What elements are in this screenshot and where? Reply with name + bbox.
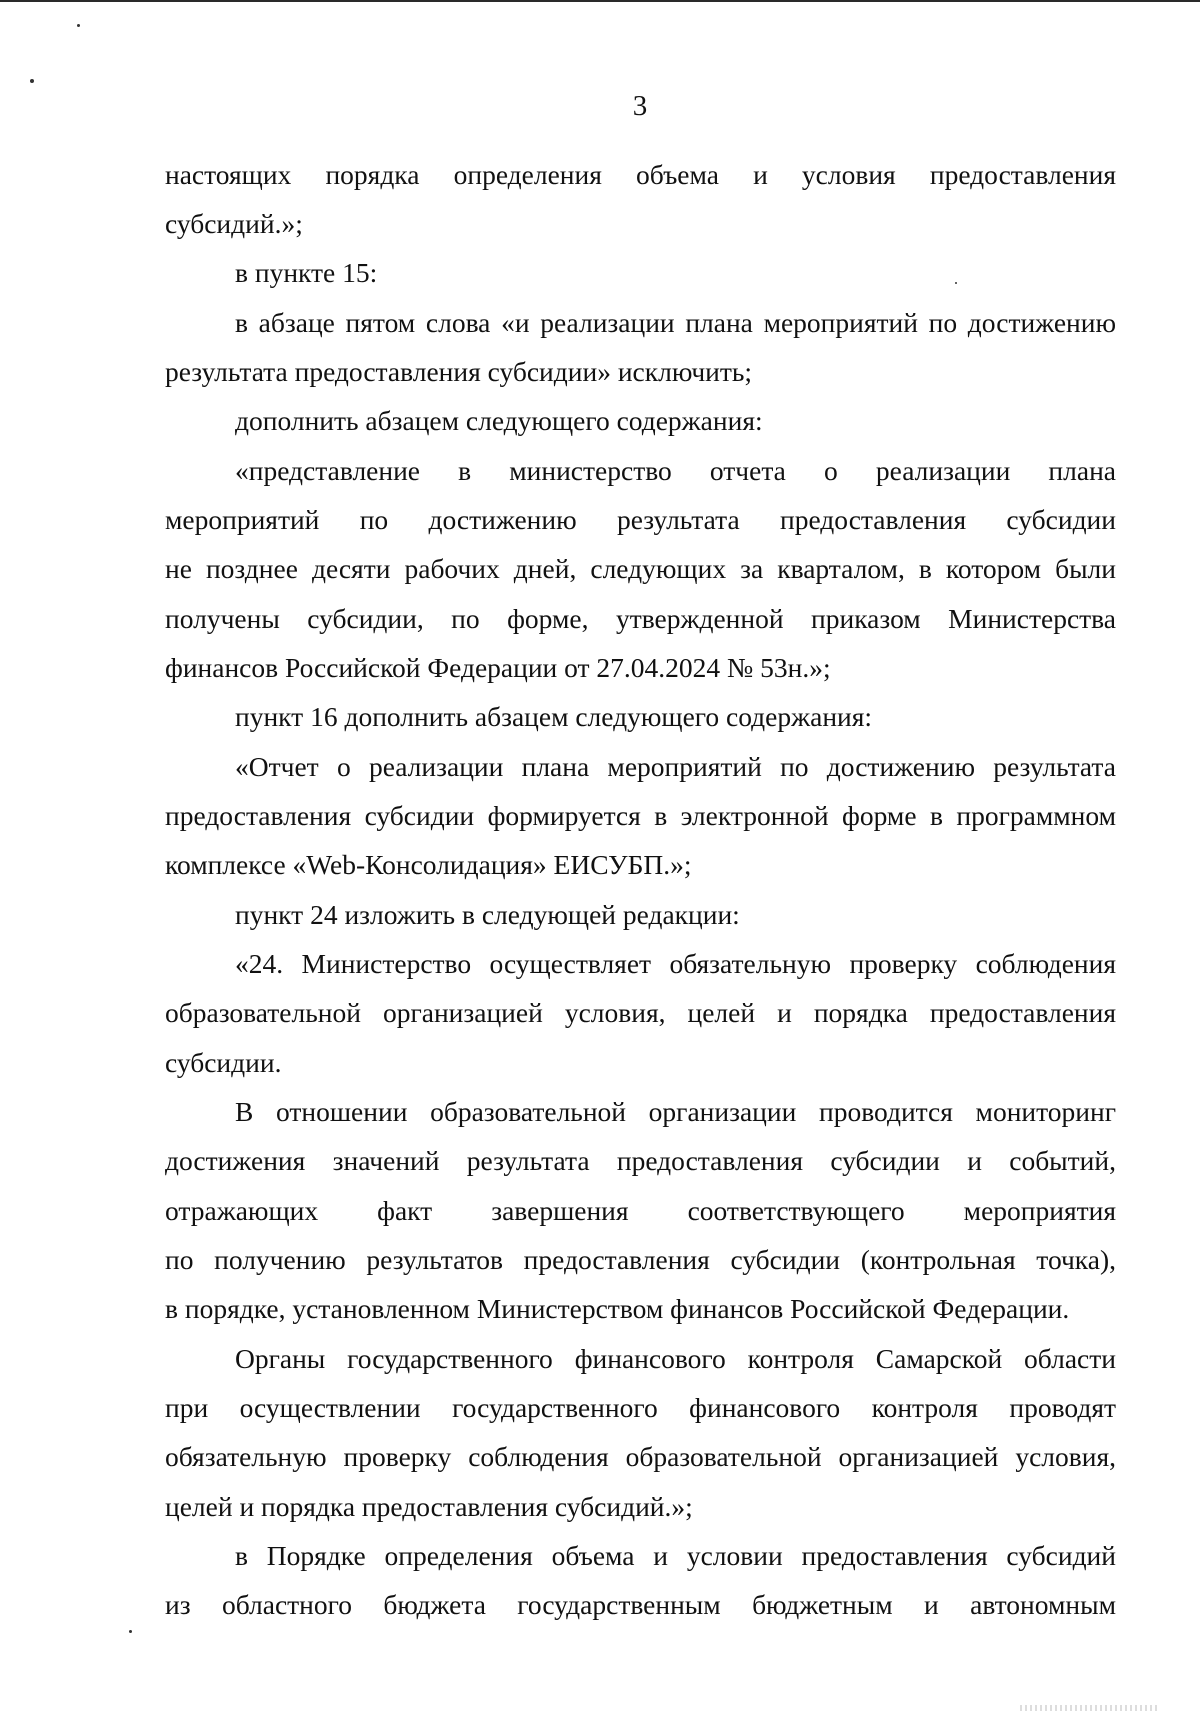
scan-edge-noise xyxy=(1020,1705,1160,1711)
text-line: пункт 24 изложить в следующей редакции: xyxy=(235,899,740,930)
text-line: субсидий.»; xyxy=(165,208,303,239)
text-line: целей и порядка предоставления субсидий.»; xyxy=(165,1491,693,1522)
text-line: Органы государственного финансового контроля Самарской области xyxy=(235,1343,1116,1374)
text-line: дополнить абзацем следующего содержания: xyxy=(235,405,763,436)
text-line: в Порядке определения объема и условии предоставления субсидий xyxy=(235,1540,1116,1571)
text-line: в порядке, установленном Министерством финансов Российской Федерации. xyxy=(165,1293,1070,1324)
text-line: из областного бюджета государственным бюджетным и автономным xyxy=(165,1589,1116,1620)
page-number: 3 xyxy=(632,90,648,122)
text-line: «24. Министерство осуществляет обязательную проверку соблюдения xyxy=(235,948,1116,979)
scan-speck xyxy=(955,282,957,284)
scan-speck xyxy=(30,79,34,83)
text-line: не позднее десяти рабочих дней, следующих за кварталом, в котором были xyxy=(165,553,1116,584)
text-line: субсидии. xyxy=(165,1047,282,1078)
text-line: получены субсидии, по форме, утвержденной приказом Министерства xyxy=(165,603,1116,634)
text-line: В отношении образовательной организации проводится мониторинг xyxy=(235,1096,1116,1127)
text-line: обязательную проверку соблюдения образовательной организацией условия, xyxy=(165,1441,1116,1472)
text-line: при осуществлении государственного финансового контроля проводят xyxy=(165,1392,1116,1423)
text-line: «Отчет о реализации плана мероприятий по достижению результата xyxy=(235,751,1116,782)
text-line: комплексе «Web-Консолидация» ЕИСУБП.»; xyxy=(165,849,692,880)
text-line: настоящих порядка определения объема и условия предоставления xyxy=(165,159,1116,190)
text-line: финансов Российской Федерации от 27.04.2024 № 53н.»; xyxy=(165,652,831,683)
scan-top-border xyxy=(0,0,1200,2)
text-line: в абзаце пятом слова «и реализации плана мероприятий по достижению xyxy=(235,307,1116,338)
text-line: предоставления субсидии формируется в электронной форме в программном xyxy=(165,800,1116,831)
text-line: по получению результатов предоставления субсидии (контрольная точка), xyxy=(165,1244,1116,1275)
text-line: достижения значений результата предоставления субсидии и событий, xyxy=(165,1145,1116,1176)
text-line: пункт 16 дополнить абзацем следующего содержания: xyxy=(235,701,873,732)
text-line: «представление в министерство отчета о реализации плана xyxy=(235,455,1116,486)
text-line: отражающих факт завершения соответствующего мероприятия xyxy=(165,1195,1116,1226)
text-line: в пункте 15: xyxy=(235,257,378,288)
scan-speck xyxy=(129,1630,132,1633)
scan-speck xyxy=(77,24,80,27)
text-line: результата предоставления субсидии» исключить; xyxy=(165,356,753,387)
text-line: образовательной организацией условия, целей и порядка предоставления xyxy=(165,997,1116,1028)
text-line: мероприятий по достижению результата предоставления субсидии xyxy=(165,504,1116,535)
